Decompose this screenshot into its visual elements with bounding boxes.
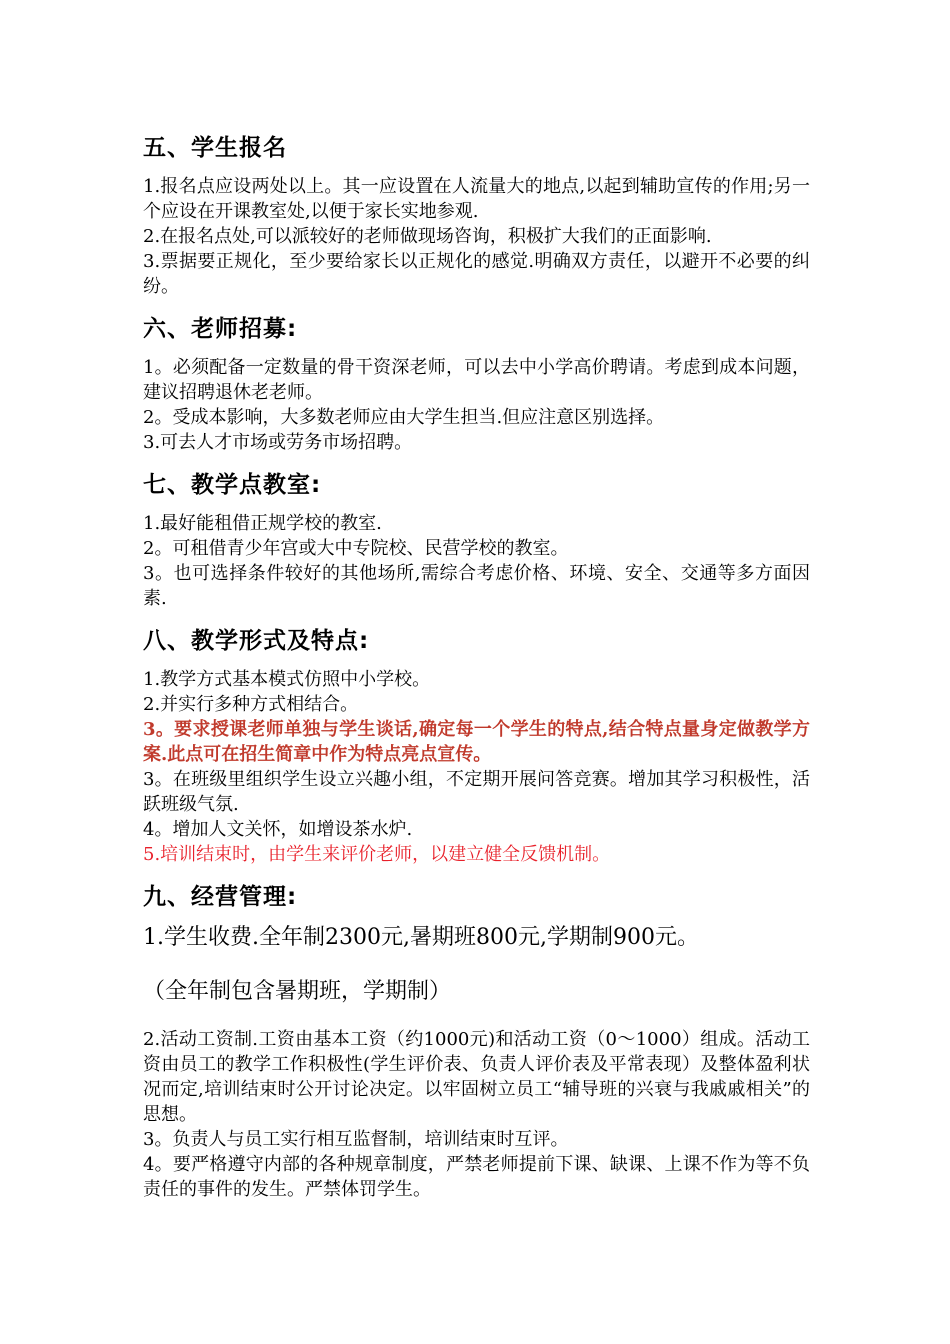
fee-paragraph: 1.学生收费.全年制2300元,暑期班800元,学期制900元。: [143, 925, 699, 950]
section-heading: 六、老师招募:: [143, 316, 298, 342]
highlighted-paragraph: 5.培训结束时，由学生来评价老师，以建立健全反馈机制。: [143, 844, 611, 865]
paragraph: 2.并实行多种方式相结合。: [143, 694, 359, 715]
paragraph: 1.最好能租借正规学校的教室.: [143, 513, 382, 534]
section-heading: 七、教学点教室:: [143, 472, 322, 498]
section-teacher-recruitment: [143, 313, 810, 455]
highlighted-paragraph: 3。要求授课老师单独与学生谈话,确定每一个学生的特点,结合特点量身定做教学方案.此点可在招生简章中作为特点亮点宣传。: [143, 719, 810, 765]
section-heading: 八、教学形式及特点:: [143, 628, 370, 654]
section-heading: 五、学生报名: [143, 135, 287, 161]
paragraph: 3。也可选择条件较好的其他场所,需综合考虑价格、环境、安全、交通等多方面因素.: [143, 563, 810, 609]
paragraph: 3.票据要正规化，至少要给家长以正规化的感觉.明确双方责任，以避开不必要的纠纷。: [143, 251, 810, 297]
paragraph: 3。在班级里组织学生设立兴趣小组，不定期开展问答竞赛。增加其学习积极性，活跃班级气氛.: [143, 769, 810, 815]
paragraph: 2.活动工资制.工资由基本工资（约1000元)和活动工资（0～1000）组成。活动工资由员工的教学工作积极性(学生评价表、负责人评价表及平常表现）及整体盈利状况而定,培训结束时公开讨论决定。以牢固树立员工“辅导班的兴衰与我戚戚相关”的思想。: [143, 1029, 810, 1125]
paragraph: 1.教学方式基本模式仿照中小学校。: [143, 669, 431, 690]
section-classroom: [143, 469, 810, 611]
paragraph: 1.报名点应设两处以上。其一应设置在人流量大的地点,以起到辅助宣传的作用;另一个应设在开课教室处,以便于家长实地参观.: [143, 176, 810, 222]
paragraph: 3.可去人才市场或劳务市场招聘。: [143, 432, 413, 453]
section-heading: 九、经营管理:: [143, 884, 298, 910]
section-management: [143, 881, 810, 1202]
section-teaching-format: [143, 625, 810, 867]
paragraph: 4。要严格遵守内部的各种规章制度，严禁老师提前下课、缺课、上课不作为等不负责任的事件的发生。严禁体罚学生。: [143, 1154, 810, 1200]
paragraph: 1。必须配备一定数量的骨干资深老师，可以去中小学高价聘请。考虑到成本问题，建议招聘退休老老师。: [143, 357, 810, 403]
paragraph: 4。增加人文关怀，如增设茶水炉.: [143, 819, 413, 840]
paragraph: 3。负责人与员工实行相互监督制，培训结束时互评。: [143, 1129, 569, 1150]
paragraph: 2。可租借青少年宫或大中专院校、民营学校的教室。: [143, 538, 569, 559]
fee-note: （全年制包含暑期班，学期制）: [143, 979, 452, 1004]
section-registration: [143, 132, 810, 299]
paragraph: 2。受成本影响，大多数老师应由大学生担当.但应注意区别选择。: [143, 407, 665, 428]
paragraph: 2.在报名点处,可以派较好的老师做现场咨询，积极扩大我们的正面影响.: [143, 226, 712, 247]
